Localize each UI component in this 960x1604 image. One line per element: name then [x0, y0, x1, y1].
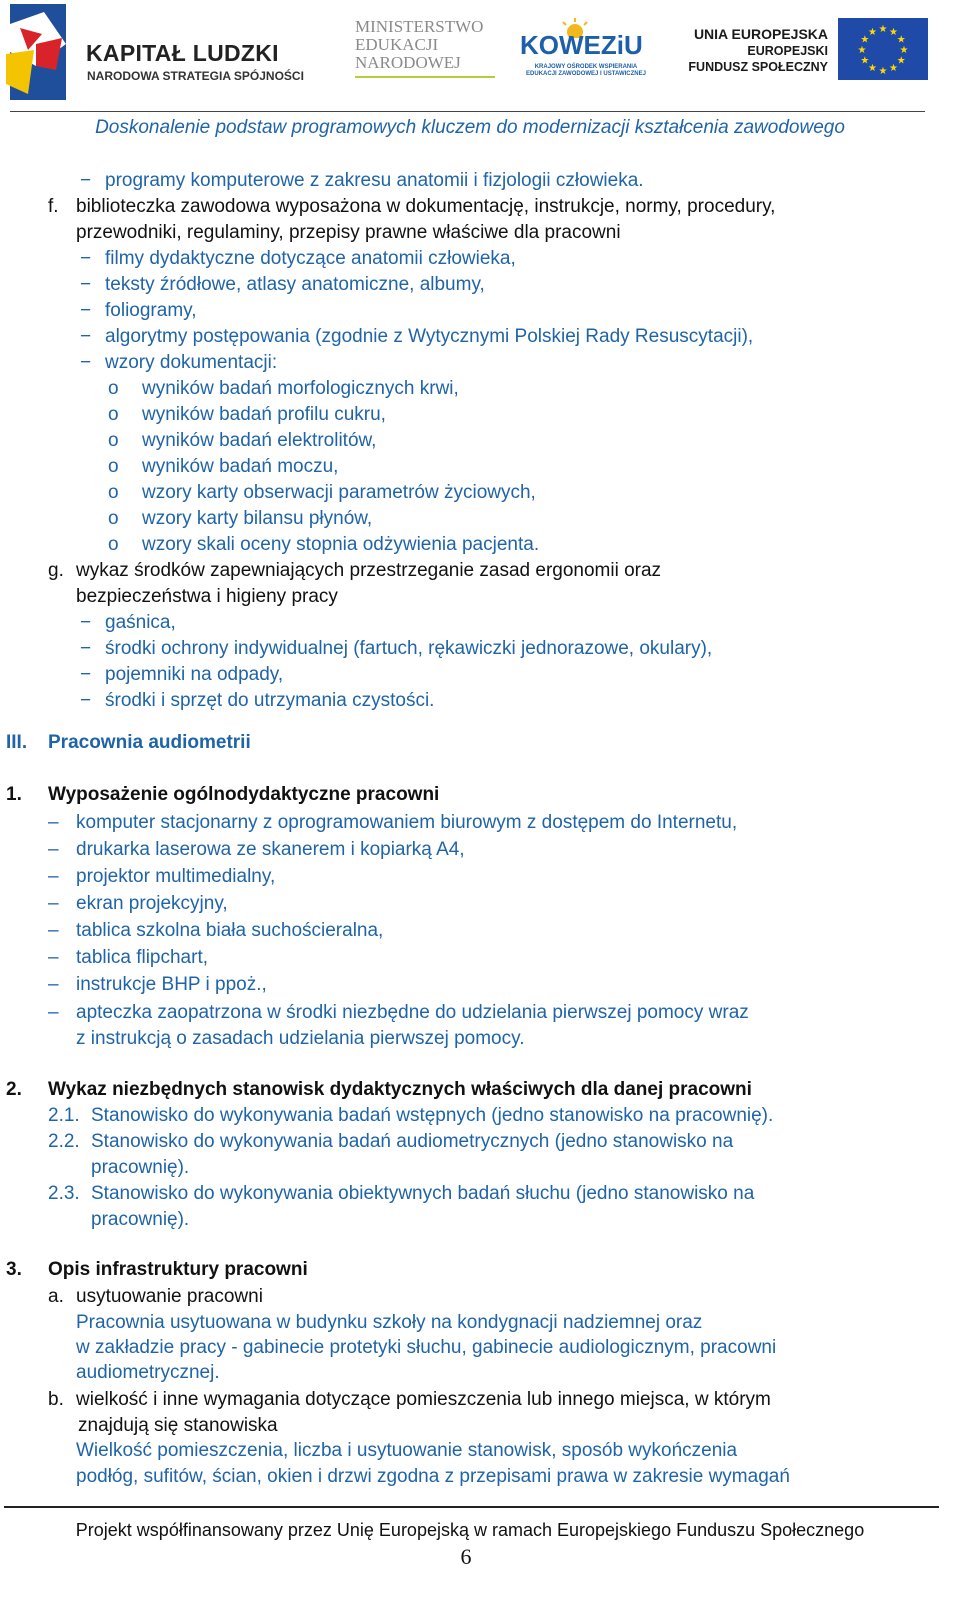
footer-text: Projekt współfinansowany przez Unię Europejską w ramach Europejskiego Funduszu Społecznego — [75, 1520, 865, 1540]
line-text: wyników badań morfologicznych krwi, — [142, 378, 459, 399]
line-text: pojemniki na odpady, — [105, 664, 284, 685]
line-text: tablica flipchart, — [76, 947, 209, 968]
line-text: gaśnica, — [105, 612, 176, 633]
line-text: komputer stacjonarny z oprogramowaniem biurowym z dostępem do Internetu, — [76, 812, 738, 833]
eu-star-icon: ★ — [889, 63, 898, 75]
ministry-logo — [355, 18, 495, 88]
line-text: Wykaz niezbędnych stanowisk dydaktycznych właściwych dla danej pracowni — [48, 1079, 752, 1100]
list-marker: − — [80, 638, 92, 659]
line-text: środki ochrony indywidualnej (fartuch, rękawiczki jednorazowe, okulary), — [105, 638, 713, 659]
eu-star-icon: ★ — [857, 45, 867, 56]
header-divider — [10, 111, 925, 112]
line-text: Stanowisko do wykonywania obiektywnych badań słuchu (jedno stanowisko na — [91, 1183, 755, 1204]
line-text: z instrukcją o zasadach udzielania pierwszej pomocy. — [76, 1028, 525, 1049]
line-text: w zakładzie pracy - gabinecie protetyki słuchu, gabinecie audiologicznym, pracowni — [76, 1337, 777, 1358]
line-text: wzory karty obserwacji parametrów życiowych, — [142, 482, 536, 503]
kapital-ludzki-logo — [6, 4, 306, 104]
list-marker: − — [80, 274, 92, 295]
list-marker: f. — [48, 196, 59, 217]
list-marker: – — [48, 974, 59, 995]
list-marker: − — [80, 690, 92, 711]
eu-star-icon: ★ — [896, 34, 906, 46]
line-text: Opis infrastruktury pracowni — [48, 1259, 308, 1280]
line-text: wzory dokumentacji: — [105, 352, 278, 373]
eu-star-icon: ★ — [860, 55, 870, 67]
eu-flag-icon — [838, 18, 928, 80]
list-marker: o — [108, 378, 119, 399]
eu-star-icon: ★ — [860, 34, 870, 46]
line-text: podłóg, sufitów, ścian, okien i drzwi zgodna z przepisami prawa w zakresie wymagań — [76, 1466, 790, 1487]
list-marker: o — [108, 456, 119, 477]
list-marker: − — [80, 326, 92, 347]
kapital-ludzki-emblem-icon — [6, 4, 76, 100]
list-marker: 2.1. — [48, 1105, 80, 1126]
line-text: drukarka laserowa ze skanerem i kopiarką A4, — [76, 839, 465, 860]
kowezu-logo — [520, 16, 650, 86]
line-text: przewodniki, regulaminy, przepisy prawne właściwe dla pracowni — [76, 222, 621, 243]
line-text: projektor multimedialny, — [76, 866, 276, 887]
line-text: filmy dydaktyczne dotyczące anatomii człowieka, — [105, 248, 516, 269]
line-text: środki i sprzęt do utrzymania czystości. — [105, 690, 435, 711]
list-marker: a. — [48, 1286, 64, 1307]
list-marker: – — [48, 1002, 59, 1023]
eu-line: EUROPEJSKI — [747, 44, 828, 58]
document-title: Doskonalenie podstaw programowych kluczem do modernizacji kształcenia zawodowego — [95, 117, 845, 138]
list-marker: III. — [6, 732, 28, 753]
line-text: wzory skali oceny stopnia odżywienia pacjenta. — [142, 534, 540, 555]
line-text: algorytmy postępowania (zgodnie z Wytycznymi Polskiej Rady Resuscytacji), — [105, 326, 754, 347]
line-text: Pracownia audiometrii — [48, 732, 251, 753]
list-marker: 3. — [6, 1259, 22, 1280]
list-marker: 2.3. — [48, 1183, 80, 1204]
kapital-ludzki-name: KAPITAŁ LUDZKI — [86, 40, 279, 66]
line-text: bezpieczeństwa i higieny pracy — [76, 586, 338, 607]
line-text: wykaz środków zapewniających przestrzeganie zasad ergonomii oraz — [76, 560, 662, 581]
ministry-line: NARODOWEJ — [355, 53, 461, 72]
page-number: 6 — [460, 1544, 472, 1569]
kowezu-name: KOWEZiU — [520, 30, 643, 60]
line-text: znajdują się stanowiska — [78, 1415, 278, 1436]
list-marker: − — [80, 248, 92, 269]
list-marker: − — [80, 300, 92, 321]
line-text: wyników badań moczu, — [142, 456, 339, 477]
list-marker: b. — [48, 1389, 64, 1410]
line-text: pracownię). — [91, 1157, 190, 1178]
kowezu-subtitle: KRAJOWY OŚRODEK WSPIERANIA EDUKACJI ZAWODOWEJ I USTAWICZNEJ — [526, 64, 646, 77]
eu-star-icon: ★ — [868, 63, 877, 75]
header-logos — [0, 0, 960, 110]
list-marker: – — [48, 839, 59, 860]
list-marker: – — [48, 947, 59, 968]
line-text: tablica szkolna biała suchościeralna, — [76, 920, 384, 941]
line-text: Stanowisko do wykonywania badań wstępnych (jedno stanowisko na pracownię). — [91, 1105, 774, 1126]
line-text: apteczka zaopatrzona w środki niezbędne do udzielania pierwszej pomocy wraz — [76, 1002, 749, 1023]
line-text: ekran projekcyjny, — [76, 893, 228, 914]
line-text: programy komputerowe z zakresu anatomii i fizjologii człowieka. — [105, 170, 644, 191]
line-text: Wyposażenie ogólnodydaktyczne pracowni — [48, 784, 440, 805]
eu-star-icon: ★ — [889, 26, 898, 38]
list-marker: o — [108, 430, 119, 451]
list-marker: o — [108, 482, 119, 503]
list-marker: 2. — [6, 1079, 22, 1100]
line-text: wzory karty bilansu płynów, — [142, 508, 373, 529]
footer-divider — [4, 1506, 939, 1508]
eu-star-icon: ★ — [868, 26, 877, 38]
line-text: pracownię). — [91, 1209, 190, 1230]
list-marker: g. — [48, 560, 64, 581]
list-marker: o — [108, 404, 119, 425]
line-text: instrukcje BHP i ppoż., — [76, 974, 267, 995]
ministry-underline — [355, 76, 495, 78]
eu-line: FUNDUSZ SPOŁECZNY — [688, 60, 828, 74]
list-marker: − — [80, 352, 92, 373]
list-marker: − — [80, 170, 92, 191]
line-text: biblioteczka zawodowa wyposażona w dokumentację, instrukcje, normy, procedury, — [76, 196, 776, 217]
list-marker: 1. — [6, 784, 22, 805]
list-marker: − — [80, 612, 92, 633]
ministry-line: EDUKACJI — [355, 35, 439, 54]
eu-line: UNIA EUROPEJSKA — [693, 26, 828, 42]
eu-logo-text — [688, 26, 828, 86]
ministry-line: MINISTERSTWO — [355, 17, 484, 36]
list-marker: – — [48, 866, 59, 887]
line-text: Stanowisko do wykonywania badań audiometrycznych (jedno stanowisko na — [91, 1131, 734, 1152]
line-text: wielkość i inne wymagania dotyczące pomieszczenia lub innego miejsca, w którym — [76, 1389, 771, 1410]
eu-star-icon: ★ — [878, 66, 888, 77]
eu-star-icon: ★ — [896, 55, 906, 67]
list-marker: – — [48, 812, 59, 833]
eu-star-icon: ★ — [899, 45, 909, 56]
line-text: teksty źródłowe, atlasy anatomiczne, albumy, — [105, 274, 485, 295]
list-marker: o — [108, 508, 119, 529]
list-marker: − — [80, 664, 92, 685]
eu-star-icon: ★ — [878, 24, 888, 35]
kapital-ludzki-subtitle: NARODOWA STRATEGIA SPÓJNOŚCI — [87, 69, 304, 83]
line-text: wyników badań profilu cukru, — [142, 404, 386, 425]
list-marker: – — [48, 893, 59, 914]
line-text: audiometrycznej. — [76, 1362, 220, 1383]
list-marker: – — [48, 920, 59, 941]
line-text: Pracownia usytuowana w budynku szkoły na kondygnacji nadziemnej oraz — [76, 1312, 703, 1333]
line-text: usytuowanie pracowni — [76, 1286, 263, 1307]
line-text: foliogramy, — [105, 300, 197, 321]
list-marker: o — [108, 534, 119, 555]
line-text: wyników badań elektrolitów, — [142, 430, 377, 451]
line-text: Wielkość pomieszczenia, liczba i usytuowanie stanowisk, sposób wykończenia — [76, 1440, 738, 1461]
list-marker: 2.2. — [48, 1131, 80, 1152]
